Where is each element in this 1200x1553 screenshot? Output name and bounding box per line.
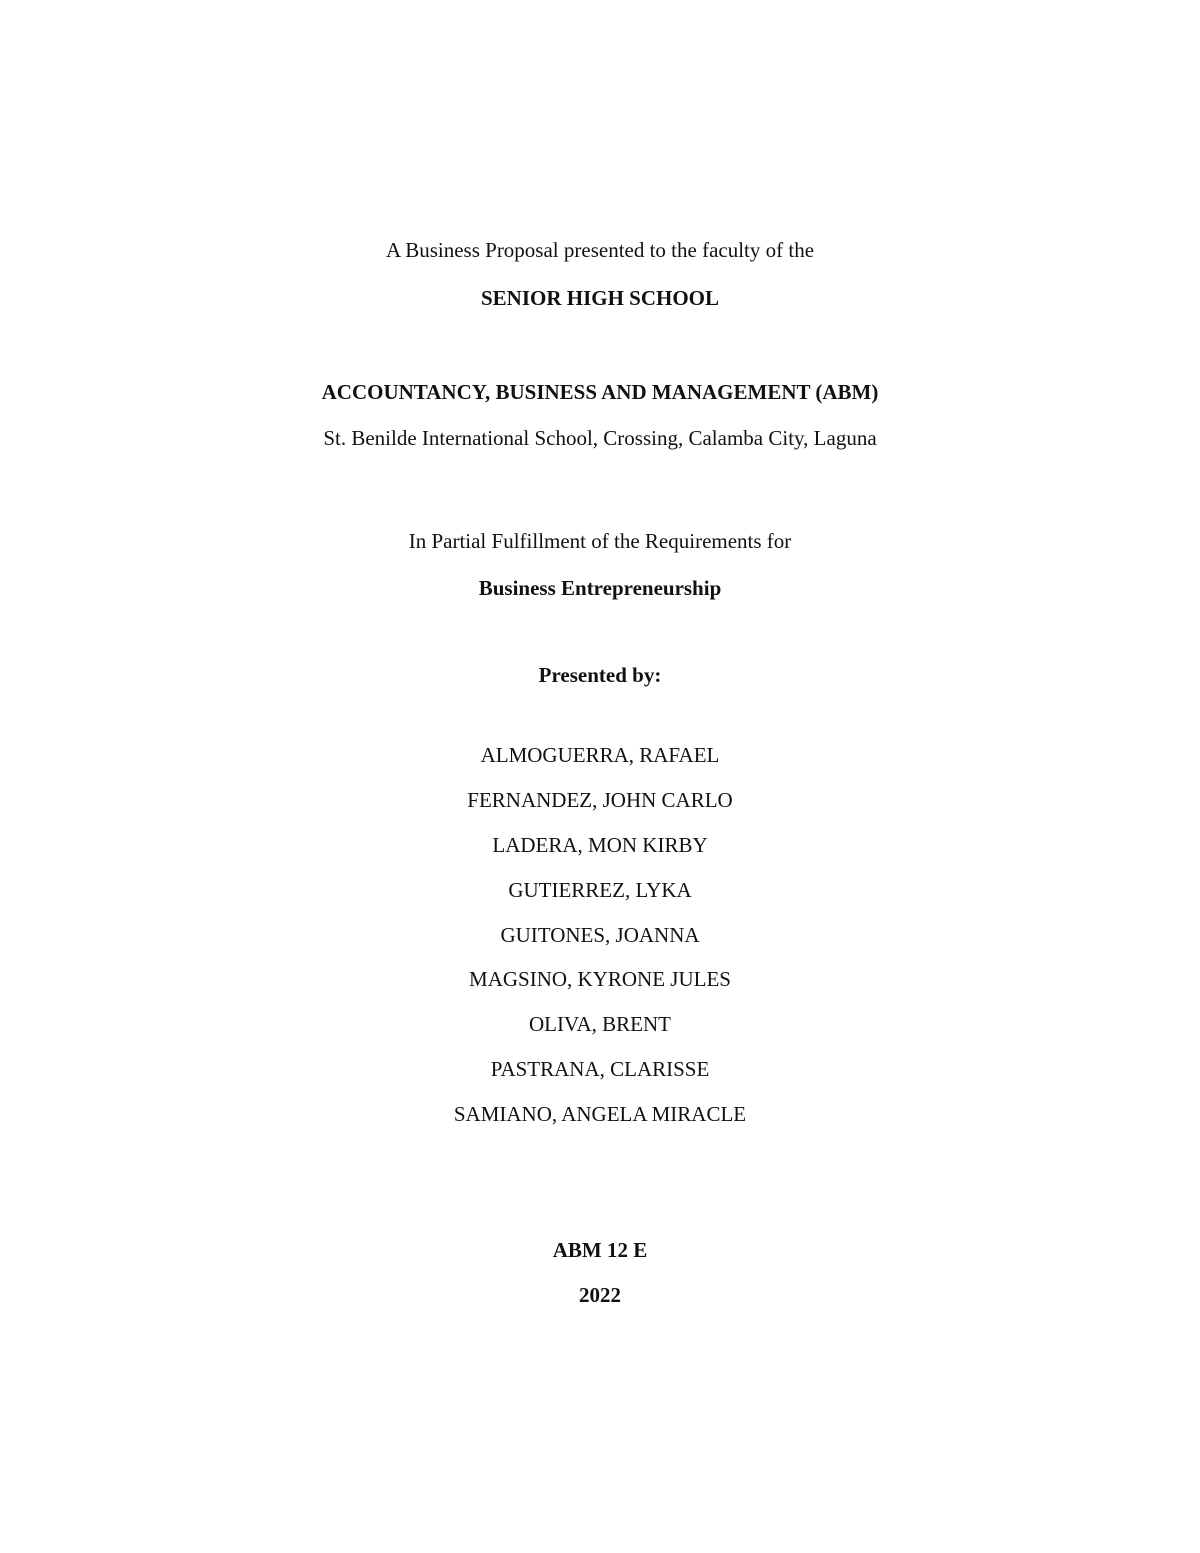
presented-by-label: Presented by: bbox=[538, 663, 662, 687]
presenter-name: PASTRANA, CLARISSE bbox=[490, 1057, 710, 1081]
presenter-name: OLIVA, BRENT bbox=[529, 1012, 671, 1036]
presenter-name: LADERA, MON KIRBY bbox=[492, 833, 708, 857]
strand-heading: ACCOUNTANCY, BUSINESS AND MANAGEMENT (ABM) bbox=[321, 380, 879, 404]
fulfillment-line: In Partial Fulfillment of the Requirements for bbox=[408, 529, 792, 553]
presenter-name: GUTIERREZ, LYKA bbox=[508, 878, 692, 902]
school-level-heading: SENIOR HIGH SCHOOL bbox=[480, 286, 720, 310]
presenter-name: MAGSINO, KYRONE JULES bbox=[469, 967, 731, 991]
presenter-name: ALMOGUERRA, RAFAEL bbox=[480, 743, 720, 767]
section-label: ABM 12 E bbox=[552, 1238, 648, 1262]
intro-line: A Business Proposal presented to the faculty of the bbox=[385, 238, 815, 262]
year-label: 2022 bbox=[579, 1283, 621, 1307]
presenter-name: GUITONES, JOANNA bbox=[500, 923, 700, 947]
school-address: St. Benilde International School, Crossing, Calamba City, Laguna bbox=[323, 426, 877, 450]
presenter-name: FERNANDEZ, JOHN CARLO bbox=[467, 788, 733, 812]
subject-heading: Business Entrepreneurship bbox=[478, 576, 722, 600]
presenter-name: SAMIANO, ANGELA MIRACLE bbox=[453, 1102, 747, 1126]
